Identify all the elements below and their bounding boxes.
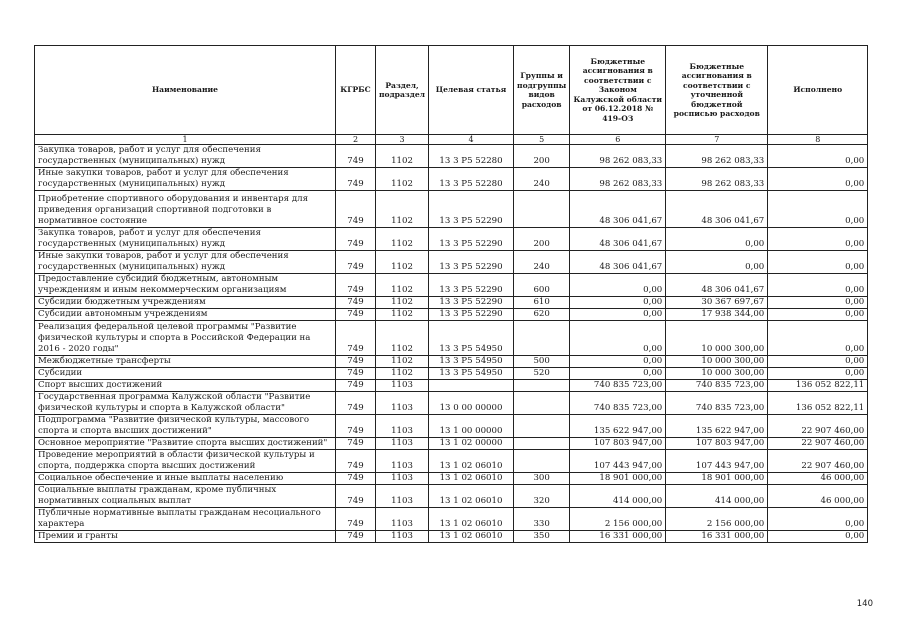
row-kgrbs: 749 — [336, 145, 376, 168]
row-name: Субсидии автономным учреждениям — [35, 309, 336, 321]
header-refined: Бюджетные ассигнования в соответствии с уточненной бюджетной росписью расходов — [666, 46, 768, 135]
row-refined-amount: 30 367 697,67 — [666, 297, 768, 309]
row-kgrbs: 749 — [336, 450, 376, 473]
row-name: Предоставление субсидий бюджетным, автономным учреждениям и иным некоммерческим организациям — [35, 274, 336, 297]
table-row — [35, 508, 868, 531]
column-number: 6 — [570, 135, 666, 145]
row-kgrbs: 749 — [336, 356, 376, 368]
row-executed-amount: 0,00 — [768, 228, 868, 251]
column-number: 8 — [768, 135, 868, 145]
row-group: 610 — [514, 297, 570, 309]
row-section: 1103 — [376, 392, 429, 415]
row-section: 1103 — [376, 380, 429, 392]
row-name: Премии и гранты — [35, 531, 336, 543]
row-kgrbs: 749 — [336, 274, 376, 297]
row-kgrbs: 749 — [336, 508, 376, 531]
row-refined-amount: 18 901 000,00 — [666, 473, 768, 485]
row-executed-amount: 46 000,00 — [768, 485, 868, 508]
page-number: 140 — [856, 599, 873, 609]
row-kgrbs: 749 — [336, 380, 376, 392]
row-name: Реализация федеральной целевой программы "Развитие физической культуры и спорта в Российской Федерации на 2016 - 2020 годы" — [35, 321, 336, 356]
table-row — [35, 392, 868, 415]
row-refined-amount: 2 156 000,00 — [666, 508, 768, 531]
row-group — [514, 380, 570, 392]
row-refined-amount: 48 306 041,67 — [666, 274, 768, 297]
row-kgrbs: 749 — [336, 473, 376, 485]
row-section: 1103 — [376, 438, 429, 450]
row-refined-amount: 0,00 — [666, 228, 768, 251]
table-row — [35, 297, 868, 309]
row-group: 240 — [514, 251, 570, 274]
row-group: 620 — [514, 309, 570, 321]
row-name: Иные закупки товаров, работ и услуг для обеспечения государственных (муниципальных) нужд — [35, 251, 336, 274]
table-row — [35, 380, 868, 392]
row-group — [514, 450, 570, 473]
table-row — [35, 228, 868, 251]
table-row — [35, 274, 868, 297]
row-executed-amount: 0,00 — [768, 274, 868, 297]
row-group: 350 — [514, 531, 570, 543]
row-name: Приобретение спортивного оборудования и инвентаря для приведения организаций спортивной подготовки в нормативное состояние — [35, 191, 336, 228]
row-kgrbs: 749 — [336, 415, 376, 438]
row-name: Закупка товаров, работ и услуг для обеспечения государственных (муниципальных) нужд — [35, 228, 336, 251]
row-section: 1103 — [376, 508, 429, 531]
row-section: 1102 — [376, 297, 429, 309]
row-section: 1103 — [376, 473, 429, 485]
table-row — [35, 415, 868, 438]
row-target: 13 1 00 00000 — [429, 415, 514, 438]
row-target: 13 3 P5 52280 — [429, 145, 514, 168]
row-law-amount: 0,00 — [570, 368, 666, 380]
table-row — [35, 168, 868, 191]
row-target: 13 1 02 06010 — [429, 473, 514, 485]
row-law-amount: 0,00 — [570, 321, 666, 356]
row-section: 1102 — [376, 191, 429, 228]
column-number-row — [35, 135, 868, 145]
row-name: Государственная программа Калужской области "Развитие физической культуры и спорта в Калужской области" — [35, 392, 336, 415]
row-name: Иные закупки товаров, работ и услуг для обеспечения государственных (муниципальных) нужд — [35, 168, 336, 191]
row-group: 240 — [514, 168, 570, 191]
column-number: 5 — [514, 135, 570, 145]
table-row — [35, 356, 868, 368]
row-law-amount: 0,00 — [570, 297, 666, 309]
row-executed-amount: 22 907 460,00 — [768, 450, 868, 473]
row-section: 1103 — [376, 531, 429, 543]
row-executed-amount: 0,00 — [768, 145, 868, 168]
row-name: Подпрограмма "Развитие физической культуры, массового спорта и спорта высших достижений" — [35, 415, 336, 438]
row-target: 13 0 00 00000 — [429, 392, 514, 415]
row-refined-amount: 98 262 083,33 — [666, 168, 768, 191]
row-name: Социальное обеспечение и иные выплаты населению — [35, 473, 336, 485]
row-refined-amount: 16 331 000,00 — [666, 531, 768, 543]
row-kgrbs: 749 — [336, 368, 376, 380]
row-target: 13 3 P5 52280 — [429, 168, 514, 191]
row-group — [514, 321, 570, 356]
row-kgrbs: 749 — [336, 438, 376, 450]
header-kgrbs: КГРБС — [336, 46, 376, 135]
row-executed-amount: 0,00 — [768, 508, 868, 531]
row-section: 1103 — [376, 485, 429, 508]
row-executed-amount: 0,00 — [768, 309, 868, 321]
row-kgrbs: 749 — [336, 191, 376, 228]
row-name: Публичные нормативные выплаты гражданам несоциального характера — [35, 508, 336, 531]
row-executed-amount: 0,00 — [768, 368, 868, 380]
row-name: Проведение мероприятий в области физической культуры и спорта, поддержка спорта высших достижений — [35, 450, 336, 473]
row-target: 13 3 P5 52290 — [429, 274, 514, 297]
row-kgrbs: 749 — [336, 228, 376, 251]
row-executed-amount: 0,00 — [768, 297, 868, 309]
table-row — [35, 251, 868, 274]
row-executed-amount: 22 907 460,00 — [768, 438, 868, 450]
row-refined-amount: 10 000 300,00 — [666, 321, 768, 356]
row-section: 1102 — [376, 321, 429, 356]
table-row — [35, 450, 868, 473]
table-row — [35, 321, 868, 356]
row-executed-amount: 22 907 460,00 — [768, 415, 868, 438]
table-row — [35, 191, 868, 228]
row-kgrbs: 749 — [336, 251, 376, 274]
row-executed-amount: 0,00 — [768, 531, 868, 543]
row-refined-amount: 48 306 041,67 — [666, 191, 768, 228]
row-refined-amount: 107 803 947,00 — [666, 438, 768, 450]
row-group: 200 — [514, 145, 570, 168]
row-target: 13 1 02 06010 — [429, 485, 514, 508]
row-kgrbs: 749 — [336, 531, 376, 543]
row-section: 1102 — [376, 309, 429, 321]
row-law-amount: 414 000,00 — [570, 485, 666, 508]
header-target: Целевая статья — [429, 46, 514, 135]
row-name: Основное мероприятие "Развитие спорта высших достижений" — [35, 438, 336, 450]
row-executed-amount: 46 000,00 — [768, 473, 868, 485]
row-name: Социальные выплаты гражданам, кроме публичных нормативных социальных выплат — [35, 485, 336, 508]
header-name: Наименование — [35, 46, 336, 135]
table-body — [35, 145, 868, 543]
header-law: Бюджетные ассигнования в соответствии с Законом Калужской области от 06.12.2018 № 419-ОЗ — [570, 46, 666, 135]
row-executed-amount: 136 052 822,11 — [768, 380, 868, 392]
row-executed-amount: 0,00 — [768, 251, 868, 274]
row-group: 600 — [514, 274, 570, 297]
row-law-amount: 98 262 083,33 — [570, 168, 666, 191]
row-refined-amount: 10 000 300,00 — [666, 368, 768, 380]
column-number: 4 — [429, 135, 514, 145]
row-refined-amount: 135 622 947,00 — [666, 415, 768, 438]
row-name: Закупка товаров, работ и услуг для обеспечения государственных (муниципальных) нужд — [35, 145, 336, 168]
row-law-amount: 48 306 041,67 — [570, 191, 666, 228]
row-law-amount: 98 262 083,33 — [570, 145, 666, 168]
row-section: 1103 — [376, 415, 429, 438]
row-target — [429, 380, 514, 392]
column-number: 1 — [35, 135, 336, 145]
row-section: 1102 — [376, 274, 429, 297]
row-target: 13 3 P5 54950 — [429, 368, 514, 380]
row-refined-amount: 740 835 723,00 — [666, 380, 768, 392]
row-name: Субсидии — [35, 368, 336, 380]
column-number: 7 — [666, 135, 768, 145]
table-row — [35, 531, 868, 543]
row-section: 1102 — [376, 228, 429, 251]
row-group: 520 — [514, 368, 570, 380]
row-target: 13 3 P5 52290 — [429, 297, 514, 309]
row-law-amount: 48 306 041,67 — [570, 251, 666, 274]
row-law-amount: 740 835 723,00 — [570, 392, 666, 415]
row-kgrbs: 749 — [336, 297, 376, 309]
row-group — [514, 392, 570, 415]
row-refined-amount: 10 000 300,00 — [666, 356, 768, 368]
column-number: 3 — [376, 135, 429, 145]
row-target: 13 1 02 06010 — [429, 531, 514, 543]
row-group: 300 — [514, 473, 570, 485]
row-target: 13 3 P5 52290 — [429, 191, 514, 228]
column-number: 2 — [336, 135, 376, 145]
row-kgrbs: 749 — [336, 168, 376, 191]
row-law-amount: 0,00 — [570, 309, 666, 321]
header-groups: Группы и подгруппы видов расходов — [514, 46, 570, 135]
row-law-amount: 107 443 947,00 — [570, 450, 666, 473]
table-row — [35, 473, 868, 485]
row-refined-amount: 17 938 344,00 — [666, 309, 768, 321]
row-kgrbs: 749 — [336, 321, 376, 356]
header-executed: Исполнено — [768, 46, 868, 135]
row-group: 200 — [514, 228, 570, 251]
row-law-amount: 48 306 041,67 — [570, 228, 666, 251]
row-executed-amount: 136 052 822,11 — [768, 392, 868, 415]
row-section: 1102 — [376, 168, 429, 191]
row-group — [514, 415, 570, 438]
table-row — [35, 368, 868, 380]
row-executed-amount: 0,00 — [768, 356, 868, 368]
row-target: 13 1 02 06010 — [429, 508, 514, 531]
row-law-amount: 18 901 000,00 — [570, 473, 666, 485]
row-name: Спорт высших достижений — [35, 380, 336, 392]
row-section: 1102 — [376, 251, 429, 274]
budget-table — [34, 45, 868, 543]
table-row — [35, 485, 868, 508]
row-group: 330 — [514, 508, 570, 531]
header-section: Раздел, подраздел — [376, 46, 429, 135]
row-executed-amount: 0,00 — [768, 168, 868, 191]
row-law-amount: 0,00 — [570, 274, 666, 297]
row-section: 1102 — [376, 356, 429, 368]
row-group: 320 — [514, 485, 570, 508]
row-section: 1103 — [376, 450, 429, 473]
row-group — [514, 191, 570, 228]
row-refined-amount: 414 000,00 — [666, 485, 768, 508]
row-law-amount: 2 156 000,00 — [570, 508, 666, 531]
row-refined-amount: 107 443 947,00 — [666, 450, 768, 473]
row-target: 13 3 P5 54950 — [429, 321, 514, 356]
row-target: 13 3 P5 54950 — [429, 356, 514, 368]
row-section: 1102 — [376, 368, 429, 380]
row-target: 13 3 P5 52290 — [429, 309, 514, 321]
row-group: 500 — [514, 356, 570, 368]
row-target: 13 3 P5 52290 — [429, 228, 514, 251]
row-target: 13 3 P5 52290 — [429, 251, 514, 274]
row-kgrbs: 749 — [336, 392, 376, 415]
row-target: 13 1 02 06010 — [429, 450, 514, 473]
row-refined-amount: 0,00 — [666, 251, 768, 274]
row-refined-amount: 98 262 083,33 — [666, 145, 768, 168]
row-executed-amount: 0,00 — [768, 321, 868, 356]
row-group — [514, 438, 570, 450]
row-refined-amount: 740 835 723,00 — [666, 392, 768, 415]
row-executed-amount: 0,00 — [768, 191, 868, 228]
row-kgrbs: 749 — [336, 309, 376, 321]
row-name: Субсидии бюджетным учреждениям — [35, 297, 336, 309]
table-row — [35, 438, 868, 450]
table-row — [35, 145, 868, 168]
row-law-amount: 135 622 947,00 — [570, 415, 666, 438]
row-law-amount: 0,00 — [570, 356, 666, 368]
row-name: Межбюджетные трансферты — [35, 356, 336, 368]
table-row — [35, 309, 868, 321]
row-law-amount: 107 803 947,00 — [570, 438, 666, 450]
row-section: 1102 — [376, 145, 429, 168]
row-law-amount: 16 331 000,00 — [570, 531, 666, 543]
row-law-amount: 740 835 723,00 — [570, 380, 666, 392]
header-row — [35, 46, 868, 135]
row-kgrbs: 749 — [336, 485, 376, 508]
row-target: 13 1 02 00000 — [429, 438, 514, 450]
